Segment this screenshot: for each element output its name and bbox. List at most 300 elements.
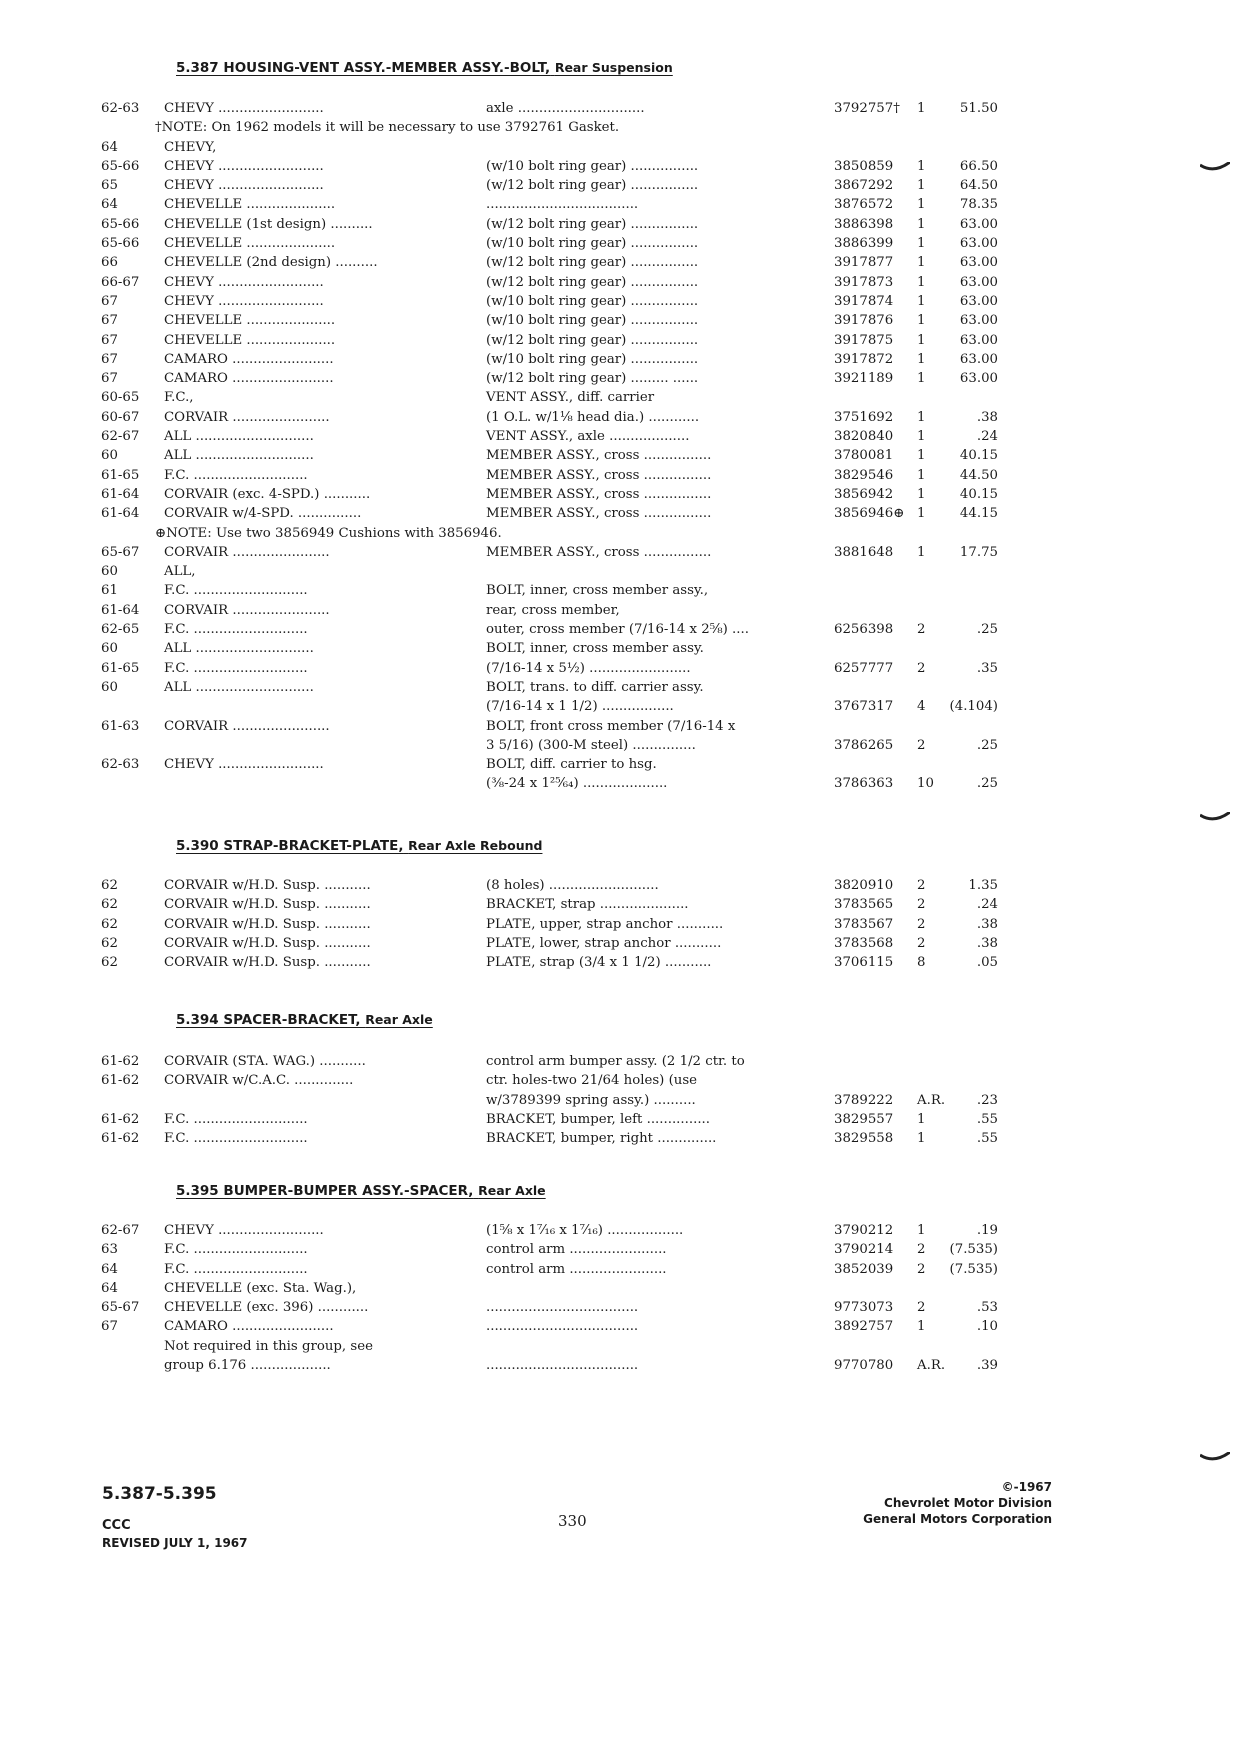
cell-desc: control arm ....................... [486,1261,667,1277]
part-row [0,485,1248,504]
cell-model: F.C. ........................... [164,467,308,483]
cell-model: CORVAIR (exc. 4-SPD.) ........... [164,486,371,502]
cell-price: 17.75 [959,544,998,560]
cell-desc: (w/12 bolt ring gear) ................ [486,178,699,194]
cell-model: CHEVELLE ..................... [164,197,336,213]
cell-part: 3917872 [834,351,894,367]
part-row [0,953,1248,972]
scan-mark [1200,812,1230,824]
cell-qty: 2 [917,897,926,913]
part-row [0,215,1248,234]
cell-price: (7.535) [949,1261,998,1277]
cell-desc: (w/10 bolt ring gear) ................ [486,236,699,252]
cell-part: 3892757 [834,1319,894,1335]
cell-years: 60 [101,679,118,695]
footer-group-range: 5.387-5.395 [102,1484,217,1504]
cell-qty: 2 [917,1261,926,1277]
part-row [0,1091,1248,1110]
cell-part: 3786363 [834,776,894,792]
cell-qty: 1 [917,467,926,483]
note-row [0,118,1248,137]
cell-desc: (w/10 bolt ring gear) ................ [486,351,699,367]
cell-desc: MEMBER ASSY., cross ................ [486,467,712,483]
cell-desc: PLATE, upper, strap anchor ........... [486,916,724,932]
cell-desc: MEMBER ASSY., cross ................ [486,506,712,522]
part-row [0,581,1248,600]
cell-model: F.C. ........................... [164,622,308,638]
cell-desc: control arm bumper assy. (2 1/2 ctr. to [486,1054,745,1069]
cell-model: F.C. ........................... [164,1242,308,1258]
cell-price: .55 [976,1111,998,1127]
cell-qty: 1 [917,293,926,309]
cell-price: .23 [976,1092,998,1108]
scan-mark [1200,1452,1230,1464]
cell-price: .25 [976,622,998,638]
cell-part: 3783565 [834,897,894,913]
cell-part: 3790214 [834,1242,894,1258]
cell-model: ALL ............................ [164,448,314,464]
cell-qty: 2 [917,1242,926,1258]
cell-model: ALL ............................ [164,641,314,657]
cell-desc: (w/10 bolt ring gear) ................ [486,293,699,309]
cell-years: 62-63 [101,757,140,773]
cell-desc: BRACKET, bumper, right .............. [486,1131,717,1147]
cell-years: 63 [101,1242,118,1258]
section-title-5-394: 5.394 SPACER-BRACKET, Rear Axle [176,1012,433,1028]
cell-desc: outer, cross member (7/16-14 x 2⅝) .... [486,622,749,638]
cell-part: 3820840 [834,429,894,445]
cell-part: 3790212 [834,1223,894,1238]
cell-desc: (w/12 bolt ring gear) ................ [486,274,699,290]
cell-desc: (w/12 bolt ring gear) ................ [486,216,699,232]
cell-part: 3829546 [834,467,894,483]
part-row [0,408,1248,427]
cell-desc: BOLT, front cross member (7/16-14 x [486,718,736,734]
cell-years: 67 [101,351,118,367]
cell-part: 3829557 [834,1111,894,1127]
cell-desc: BRACKET, bumper, left ............... [486,1111,710,1127]
cell-price: 63.00 [959,236,998,252]
cell-qty: 1 [917,158,926,174]
cell-years: 61-64 [101,506,140,522]
part-row [0,876,1248,895]
cell-desc: BRACKET, strap ..................... [486,897,689,913]
cell-qty: 8 [917,955,926,971]
cell-model: CHEVY ......................... [164,101,324,116]
cell-price: 40.15 [959,486,998,502]
cell-years: 67 [101,1319,118,1335]
cell-years: 61-63 [101,718,140,734]
cell-price: .39 [976,1358,998,1374]
cell-years: 60-67 [101,409,140,425]
cell-years: 65-66 [101,158,140,174]
cell-qty: 1 [917,216,926,232]
cell-model: CAMARO ........................ [164,1319,334,1335]
cell-years: 62-67 [101,1223,140,1238]
cell-model: F.C. ........................... [164,1261,308,1277]
part-row [0,388,1248,407]
cell-years: 62 [101,878,118,893]
cell-qty: 2 [917,878,926,893]
part-row [0,157,1248,176]
part-row [0,427,1248,446]
cell-model: CHEVY, [164,139,217,155]
cell-desc: (w/12 bolt ring gear) ................ [486,255,699,271]
cell-qty: 2 [917,1300,926,1316]
cell-years: 66-67 [101,274,140,290]
cell-desc: .................................... [486,197,639,213]
cell-years: 61-62 [101,1111,140,1127]
cell-part: 3706115 [834,955,894,971]
part-row [0,1260,1248,1279]
cell-desc: (7/16-14 x 5½) ........................ [486,660,691,676]
part-row [0,446,1248,465]
part-row [0,659,1248,678]
cell-price: (7.535) [949,1242,998,1258]
part-row [0,934,1248,953]
part-row [0,234,1248,253]
cell-model: CORVAIR ....................... [164,544,330,560]
cell-years: 62 [101,935,118,951]
cell-years: 62-67 [101,429,140,445]
cell-part: 3786265 [834,737,894,753]
cell-qty: 1 [917,178,926,194]
part-row [0,369,1248,388]
cell-price: 40.15 [959,448,998,464]
cell-years: 64 [101,1280,118,1296]
cell-desc: (w/12 bolt ring gear) ................ [486,332,699,348]
cell-years: 66 [101,255,118,271]
part-row [0,1221,1248,1240]
cell-model: CHEVELLE ..................... [164,313,336,329]
cell-model: F.C. ........................... [164,1131,308,1147]
cell-part: 3917873 [834,274,894,290]
cell-qty: A.R. [917,1358,946,1374]
part-row [0,311,1248,330]
cell-model: CHEVELLE (1st design) .......... [164,216,373,232]
cell-desc: BOLT, trans. to diff. carrier assy. [486,679,704,695]
part-row [0,1129,1248,1148]
cell-years: 62 [101,955,118,971]
cell-model: CORVAIR w/H.D. Susp. ........... [164,955,371,971]
part-row [0,915,1248,934]
cell-model: CHEVELLE ..................... [164,236,336,252]
cell-model: ALL, [164,564,196,580]
cell-part: 3783568 [834,935,894,951]
cell-qty: 1 [917,448,926,464]
cell-qty: 1 [917,236,926,252]
part-row [0,1071,1248,1090]
cell-desc: (⅜-24 x 1²⁵⁄₆₄) .................... [486,776,668,792]
cell-model: CORVAIR w/H.D. Susp. ........... [164,935,371,951]
part-row [0,678,1248,697]
cell-qty: 10 [917,776,934,792]
cell-qty: 1 [917,1223,926,1238]
cell-part: 3792757† [834,101,900,116]
part-row [0,99,1248,118]
cell-desc: axle .............................. [486,101,645,116]
cell-desc: (1⅝ x 1⁷⁄₁₆ x 1⁷⁄₁₆) .................. [486,1223,684,1238]
footer-code: CCC [102,1518,131,1533]
cell-price: 63.00 [959,255,998,271]
cell-qty: 1 [917,486,926,502]
cell-part: 3917875 [834,332,894,348]
part-row [0,543,1248,562]
cell-part: 3780081 [834,448,894,464]
page-number: 330 [558,1512,587,1530]
cell-model: CHEVELLE (exc. 396) ............ [164,1300,369,1316]
cell-price: .25 [976,737,998,753]
cell-price: 63.00 [959,216,998,232]
cell-part: 9770780 [834,1358,894,1374]
cell-qty: 2 [917,660,926,676]
part-row [0,253,1248,272]
cell-desc: PLATE, strap (3/4 x 1 1/2) ........... [486,955,712,971]
cell-part: 3751692 [834,409,894,425]
footer-revised: REVISED JULY 1, 1967 [102,1536,248,1550]
section-rows-5-395 [0,1221,1248,1375]
cell-part: 3789222 [834,1092,894,1108]
part-row [0,755,1248,774]
cell-model: CORVAIR w/H.D. Susp. ........... [164,878,371,893]
cell-years: 62 [101,897,118,913]
section-title-5-395: 5.395 BUMPER-BUMPER ASSY.-SPACER, Rear Axle [176,1183,546,1199]
cell-years: 61 [101,583,118,599]
cell-model: F.C. ........................... [164,583,308,599]
cell-part: 6257777 [834,660,894,676]
cell-price: .05 [976,955,998,971]
part-row [0,138,1248,157]
cell-qty: 1 [917,255,926,271]
cell-model: CORVAIR ....................... [164,602,330,618]
cell-model: CHEVY ......................... [164,293,324,309]
cell-price: .24 [976,429,998,445]
cell-part: 3852039 [834,1261,894,1277]
cell-desc: VENT ASSY., axle ................... [486,429,690,445]
cell-price: 78.35 [959,197,998,213]
cell-desc: w/3789399 spring assy.) .......... [486,1092,696,1108]
part-row [0,697,1248,716]
cell-years: 60 [101,448,118,464]
cell-desc: (w/10 bolt ring gear) ................ [486,313,699,329]
cell-qty: 1 [917,101,926,116]
cell-desc: (7/16-14 x 1 1/2) ................. [486,699,674,715]
section-title-5-390: 5.390 STRAP-BRACKET-PLATE, Rear Axle Rebound [176,838,543,854]
cell-desc: VENT ASSY., diff. carrier [486,390,655,406]
cell-model: CHEVY ......................... [164,757,324,773]
part-row [0,717,1248,736]
cell-desc: .................................... [486,1358,639,1374]
cell-desc: .................................... [486,1319,639,1335]
cell-model: CHEVELLE ..................... [164,332,336,348]
cell-model: Not required in this group, see [164,1338,373,1354]
part-row [0,895,1248,914]
cell-years: 65 [101,178,118,194]
cell-model: CAMARO ........................ [164,371,334,387]
cell-price: 63.00 [959,293,998,309]
cell-part: 3856942 [834,486,894,502]
cell-qty: 2 [917,622,926,638]
cell-part: 3886398 [834,216,894,232]
cell-desc: MEMBER ASSY., cross ................ [486,448,712,464]
part-row [0,601,1248,620]
cell-qty: 1 [917,544,926,560]
cell-price: 63.00 [959,313,998,329]
cell-qty: 1 [917,1131,926,1147]
cell-part: 3820910 [834,878,894,893]
cell-desc: control arm ....................... [486,1242,667,1258]
cell-part: 3886399 [834,236,894,252]
cell-price: 1.35 [968,878,998,893]
cell-price: 44.50 [959,467,998,483]
cell-years: 65-66 [101,236,140,252]
cell-part: 6256398 [834,622,894,638]
cell-model: CORVAIR ....................... [164,409,330,425]
cell-price: .25 [976,776,998,792]
cell-desc: (1 O.L. w/1⅛ head dia.) ............ [486,409,700,425]
footer-copyright: ©-1967 [1001,1480,1052,1494]
cell-price: 63.00 [959,371,998,387]
cell-model: CORVAIR w/H.D. Susp. ........... [164,897,371,913]
cell-model: CHEVY ......................... [164,274,324,290]
cell-qty: 1 [917,409,926,425]
cell-years: 61-62 [101,1131,140,1147]
part-row [0,562,1248,581]
cell-years: 67 [101,332,118,348]
footer-division: Chevrolet Motor Division [884,1496,1052,1510]
cell-years: 64 [101,139,118,155]
cell-model: CHEVY ......................... [164,1223,324,1238]
cell-part: 3921189 [834,371,894,387]
cell-model: CORVAIR (STA. WAG.) ........... [164,1054,366,1069]
cell-part: 3876572 [834,197,894,213]
cell-model: CHEVELLE (exc. Sta. Wag.), [164,1280,357,1296]
cell-years: 65-67 [101,1300,140,1316]
cell-part: 3829558 [834,1131,894,1147]
cell-years: 61-62 [101,1054,140,1069]
cell-desc: BOLT, inner, cross member assy. [486,641,704,657]
cell-years: 60 [101,641,118,657]
cell-model: CORVAIR w/4-SPD. ............... [164,506,362,522]
cell-desc: BOLT, diff. carrier to hsg. [486,757,657,773]
cell-price: 63.00 [959,332,998,348]
cell-model: CHEVY ......................... [164,178,324,194]
part-row [0,1356,1248,1375]
cell-part: 3783567 [834,916,894,932]
part-row [0,331,1248,350]
cell-years: 65-67 [101,544,140,560]
cell-part: 3917876 [834,313,894,329]
cell-years: 64 [101,1261,118,1277]
cell-model: F.C. ........................... [164,1111,308,1127]
cell-years: 67 [101,371,118,387]
cell-price: .24 [976,897,998,913]
cell-qty: 1 [917,371,926,387]
section-rows-5-390 [0,876,1248,972]
section-rows-5-387 [0,99,1248,794]
part-row [0,1110,1248,1129]
cell-model: CORVAIR w/C.A.C. .............. [164,1073,354,1089]
cell-desc: (w/10 bolt ring gear) ................ [486,158,699,174]
cell-desc: rear, cross member, [486,602,620,618]
cell-qty: 1 [917,274,926,290]
cell-model: ALL ............................ [164,679,314,695]
cell-years: 61-64 [101,602,140,618]
cell-price: .38 [976,409,998,425]
cell-qty: 1 [917,429,926,445]
cell-qty: 1 [917,1111,926,1127]
cell-qty: 1 [917,332,926,348]
part-row [0,774,1248,793]
cell-part: 3917874 [834,293,894,309]
cell-years: 61-65 [101,467,140,483]
cell-price: 51.50 [959,101,998,116]
cell-price: (4.104) [949,699,998,715]
cell-price: .10 [976,1319,998,1335]
part-row [0,1298,1248,1317]
part-row [0,195,1248,214]
cell-desc: MEMBER ASSY., cross ................ [486,544,712,560]
cell-part: 9773073 [834,1300,894,1316]
cell-note: ⊕NOTE: Use two 3856949 Cushions with 3856946. [155,525,502,541]
note-row [0,524,1248,543]
part-row [0,736,1248,755]
cell-model: ALL ............................ [164,429,314,445]
cell-price: 66.50 [959,158,998,174]
cell-years: 64 [101,197,118,213]
cell-price: 44.15 [959,506,998,522]
scan-mark [1200,162,1230,174]
cell-qty: 1 [917,351,926,367]
cell-qty: 1 [917,313,926,329]
part-row [0,1337,1248,1356]
cell-desc: (w/12 bolt ring gear) ......... ...... [486,371,699,387]
cell-price: .38 [976,916,998,932]
cell-part: 3917877 [834,255,894,271]
part-row [0,273,1248,292]
cell-price: 64.50 [959,178,998,194]
cell-years: 61-65 [101,660,140,676]
part-row [0,1052,1248,1071]
cell-model: CHEVY ......................... [164,158,324,174]
footer-corporation: General Motors Corporation [863,1512,1052,1526]
cell-qty: 2 [917,916,926,932]
cell-desc: 3 5/16) (300-M steel) ............... [486,737,696,753]
cell-qty: 1 [917,1319,926,1335]
part-row [0,466,1248,485]
cell-part: 3856946⊕ [834,506,905,522]
cell-model: CHEVELLE (2nd design) .......... [164,255,378,271]
part-row [0,176,1248,195]
part-row [0,1279,1248,1298]
cell-price: .53 [976,1300,998,1316]
cell-model: CAMARO ........................ [164,351,334,367]
cell-years: 60-65 [101,390,140,406]
cell-model: CORVAIR w/H.D. Susp. ........... [164,916,371,932]
cell-price: .55 [976,1131,998,1147]
cell-desc: PLATE, lower, strap anchor ........... [486,935,722,951]
section-rows-5-394 [0,1052,1248,1148]
part-row [0,350,1248,369]
cell-years: 62-65 [101,622,140,638]
cell-qty: A.R. [917,1092,946,1108]
cell-years: 62 [101,916,118,932]
cell-desc: BOLT, inner, cross member assy., [486,583,709,599]
part-row [0,639,1248,658]
cell-qty: 2 [917,935,926,951]
cell-qty: 4 [917,699,926,715]
cell-qty: 1 [917,197,926,213]
